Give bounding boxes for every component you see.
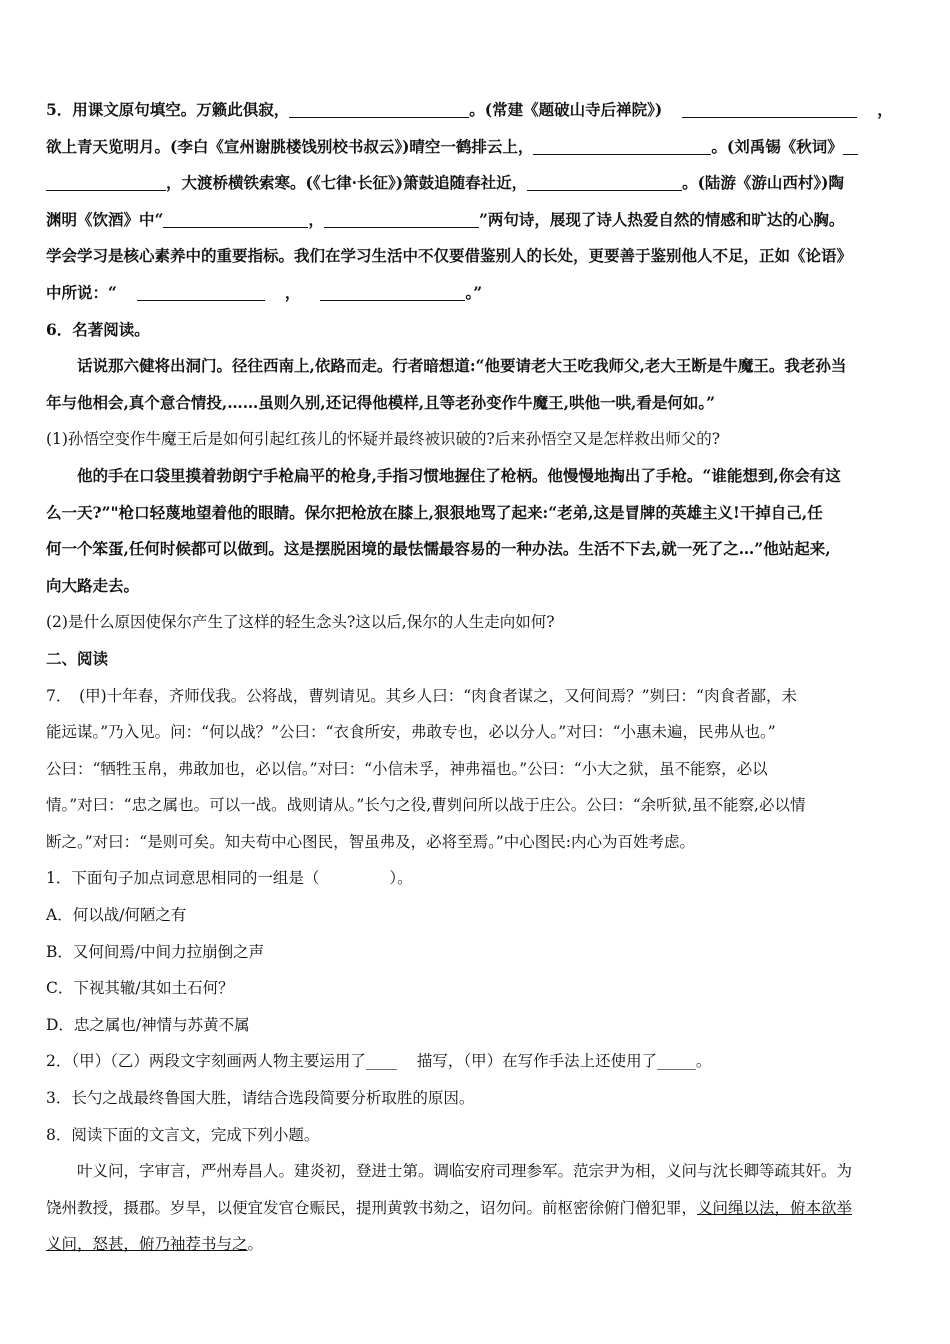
q6-passage2-line: 么一天?”"枪口轻蔑地望着他的眼睛。保尔把枪放在膝上,狠狠地骂了起来:“老弟,这是冒牌的英雄主义!干掉自己,任 [46,502,823,522]
underlined-sentence: 义问绳以法，俯本欲举 [697,1198,853,1217]
answer-blank[interactable] [289,102,469,119]
q7-passage-line: 7． (甲)十年春，齐师伐我。公将战，曹刿请见。其乡人曰：“肉食者谋之，又何间焉？”刿曰：“肉食者鄙，未 [46,686,797,705]
answer-blank[interactable] [46,175,166,192]
q6-passage2-line: 向大路走去。 [46,575,140,595]
q6-title: 6．名著阅读。 [46,319,150,339]
option-c[interactable]: C．下视其辙/其如土石何？ [46,979,234,998]
q7-subquestion-1: 1．下面句子加点词意思相同的一组是（ ）。 [46,869,413,888]
exam-page [46,92,912,1263]
q5-line-6: 中所说：“ ， 。” [46,282,483,302]
q6-subquestion-2: (2)是什么原因使保尔产生了这样的轻生念头?这以后,保尔的人生走向如何? [46,613,555,632]
q5-line-4: 渊明《饮酒》中“ ， ”两句诗，展现了诗人热爱自然的情感和旷达的心胸。 [46,209,845,229]
q5-line-1: 5．用课文原句填空。万籁此俱寂， 。(常建《题破山寺后禅院》) ， [46,100,893,119]
q7-passage-line: 断之。”对曰：“是则可矣。知夫苟中心图民，智虽弗及，必将至焉。”中心图民:内心为百姓考虑。 [46,832,695,851]
answer-blank[interactable] [527,175,682,192]
option-a[interactable]: A．何以战/何陋之有 [46,906,187,925]
q5-line-5: 学会学习是核心素养中的重要指标。我们在学习生活中不仅要借鉴别人的长处，更要善于鉴别他人不足，正如《论语》 [46,246,853,266]
q8-passage-line: 义问，怒甚，俯乃袖荐书与之。 [46,1235,264,1254]
section-title: 二、阅读 [46,648,109,668]
q5-line-2: 欲上青天览明月。(李白《宣州谢朓楼饯别校书叔云》)晴空一鹤排云上， 。(刘禹锡《秋词》 [46,129,912,166]
q7-passage-line: 公曰：“牺牲玉帛，弗敢加也，必以信。”对曰：“小信未孚，神弗福也。”公曰：“小大之狱，虽不能察，必以 [46,759,768,778]
answer-blank[interactable] [163,211,308,228]
answer-blank[interactable] [324,211,479,228]
answer-blank[interactable] [682,102,857,119]
q5-line-3: ，大渡桥横铁索寒。(《七律·长征》)箫鼓追随春社近， 。(陆游《游山西村》)陶 [46,165,912,202]
q6-subquestion-1: (1)孙悟空变作牛魔王后是如何引起红孩儿的怀疑并最终被识破的?后来孙悟空又是怎样救出师父的? [46,430,721,449]
q7-passage-line: 情。”对曰：“忠之属也。可以一战。战则请从。”长勺之役,曹刿问所以战于庄公。公曰：“余听狱,虽不能察,必以情 [46,796,806,815]
q6-passage1-line: 年与他相会,真个意合情投,……虽则久别,还记得他模样,且等老孙变作牛魔王,哄他一哄,看是何如。” [46,392,716,412]
answer-blank[interactable] [320,284,465,301]
q8-passage-line: 饶州教授，摄郡。岁旱，以便宜发官仓赈民，提刑黄敦书劾之，诏勿问。前枢密徐俯门僧犯罪，义问绳以法，俯本欲举 [46,1198,853,1217]
q7-subquestion-3: 3．长勺之战最终鲁国大胜，请结合选段简要分析取胜的原因。 [46,1089,475,1108]
answer-blank[interactable] [137,284,265,301]
q7-subquestion-2: 2．（甲）（乙）两段文字刻画两人物主要运用了____ 描写，（甲）在写作手法上还使用了_____。 [46,1052,712,1071]
q6-passage2-line: 何一个笨蛋,任何时候都可以做到。这是摆脱困境的最怯懦最容易的一种办法。生活不下去,就一死了之…”他站起来, [46,539,831,559]
q8-passage-line: 叶义问，字审言，严州寿昌人。建炎初，登进士第。调临安府司理参军。范宗尹为相，义问与沈长卿等疏其奸。为 [77,1162,853,1181]
answer-blank[interactable] [843,138,858,155]
q6-passage1-line: 话说那六健将出洞门。径往西南上,依路而走。行者暗想道:“他要请老大王吃我师父,老大王断是牛魔王。我老孙当 [77,356,847,376]
option-d[interactable]: D．忠之属也/神情与苏黄不属 [46,1015,250,1034]
option-b[interactable]: B．又何间焉/中间力拉崩倒之声 [46,942,265,961]
q8-title: 8．阅读下面的文言文，完成下列小题。 [46,1125,320,1144]
answer-blank[interactable] [533,138,711,155]
q7-passage-line: 能远谋。”乃入见。问：“何以战？”公曰：“衣食所安，弗敢专也，必以分人。”对曰：“小惠未遍，民弗从也。” [46,723,776,742]
q6-passage2-line: 他的手在口袋里摸着勃朗宁手枪扁平的枪身,手指习惯地握住了枪柄。他慢慢地掏出了手枪。“谁能想到,你会有这 [77,465,841,485]
underlined-sentence: 义问，怒甚，俯乃袖荐书与之 [46,1235,248,1254]
